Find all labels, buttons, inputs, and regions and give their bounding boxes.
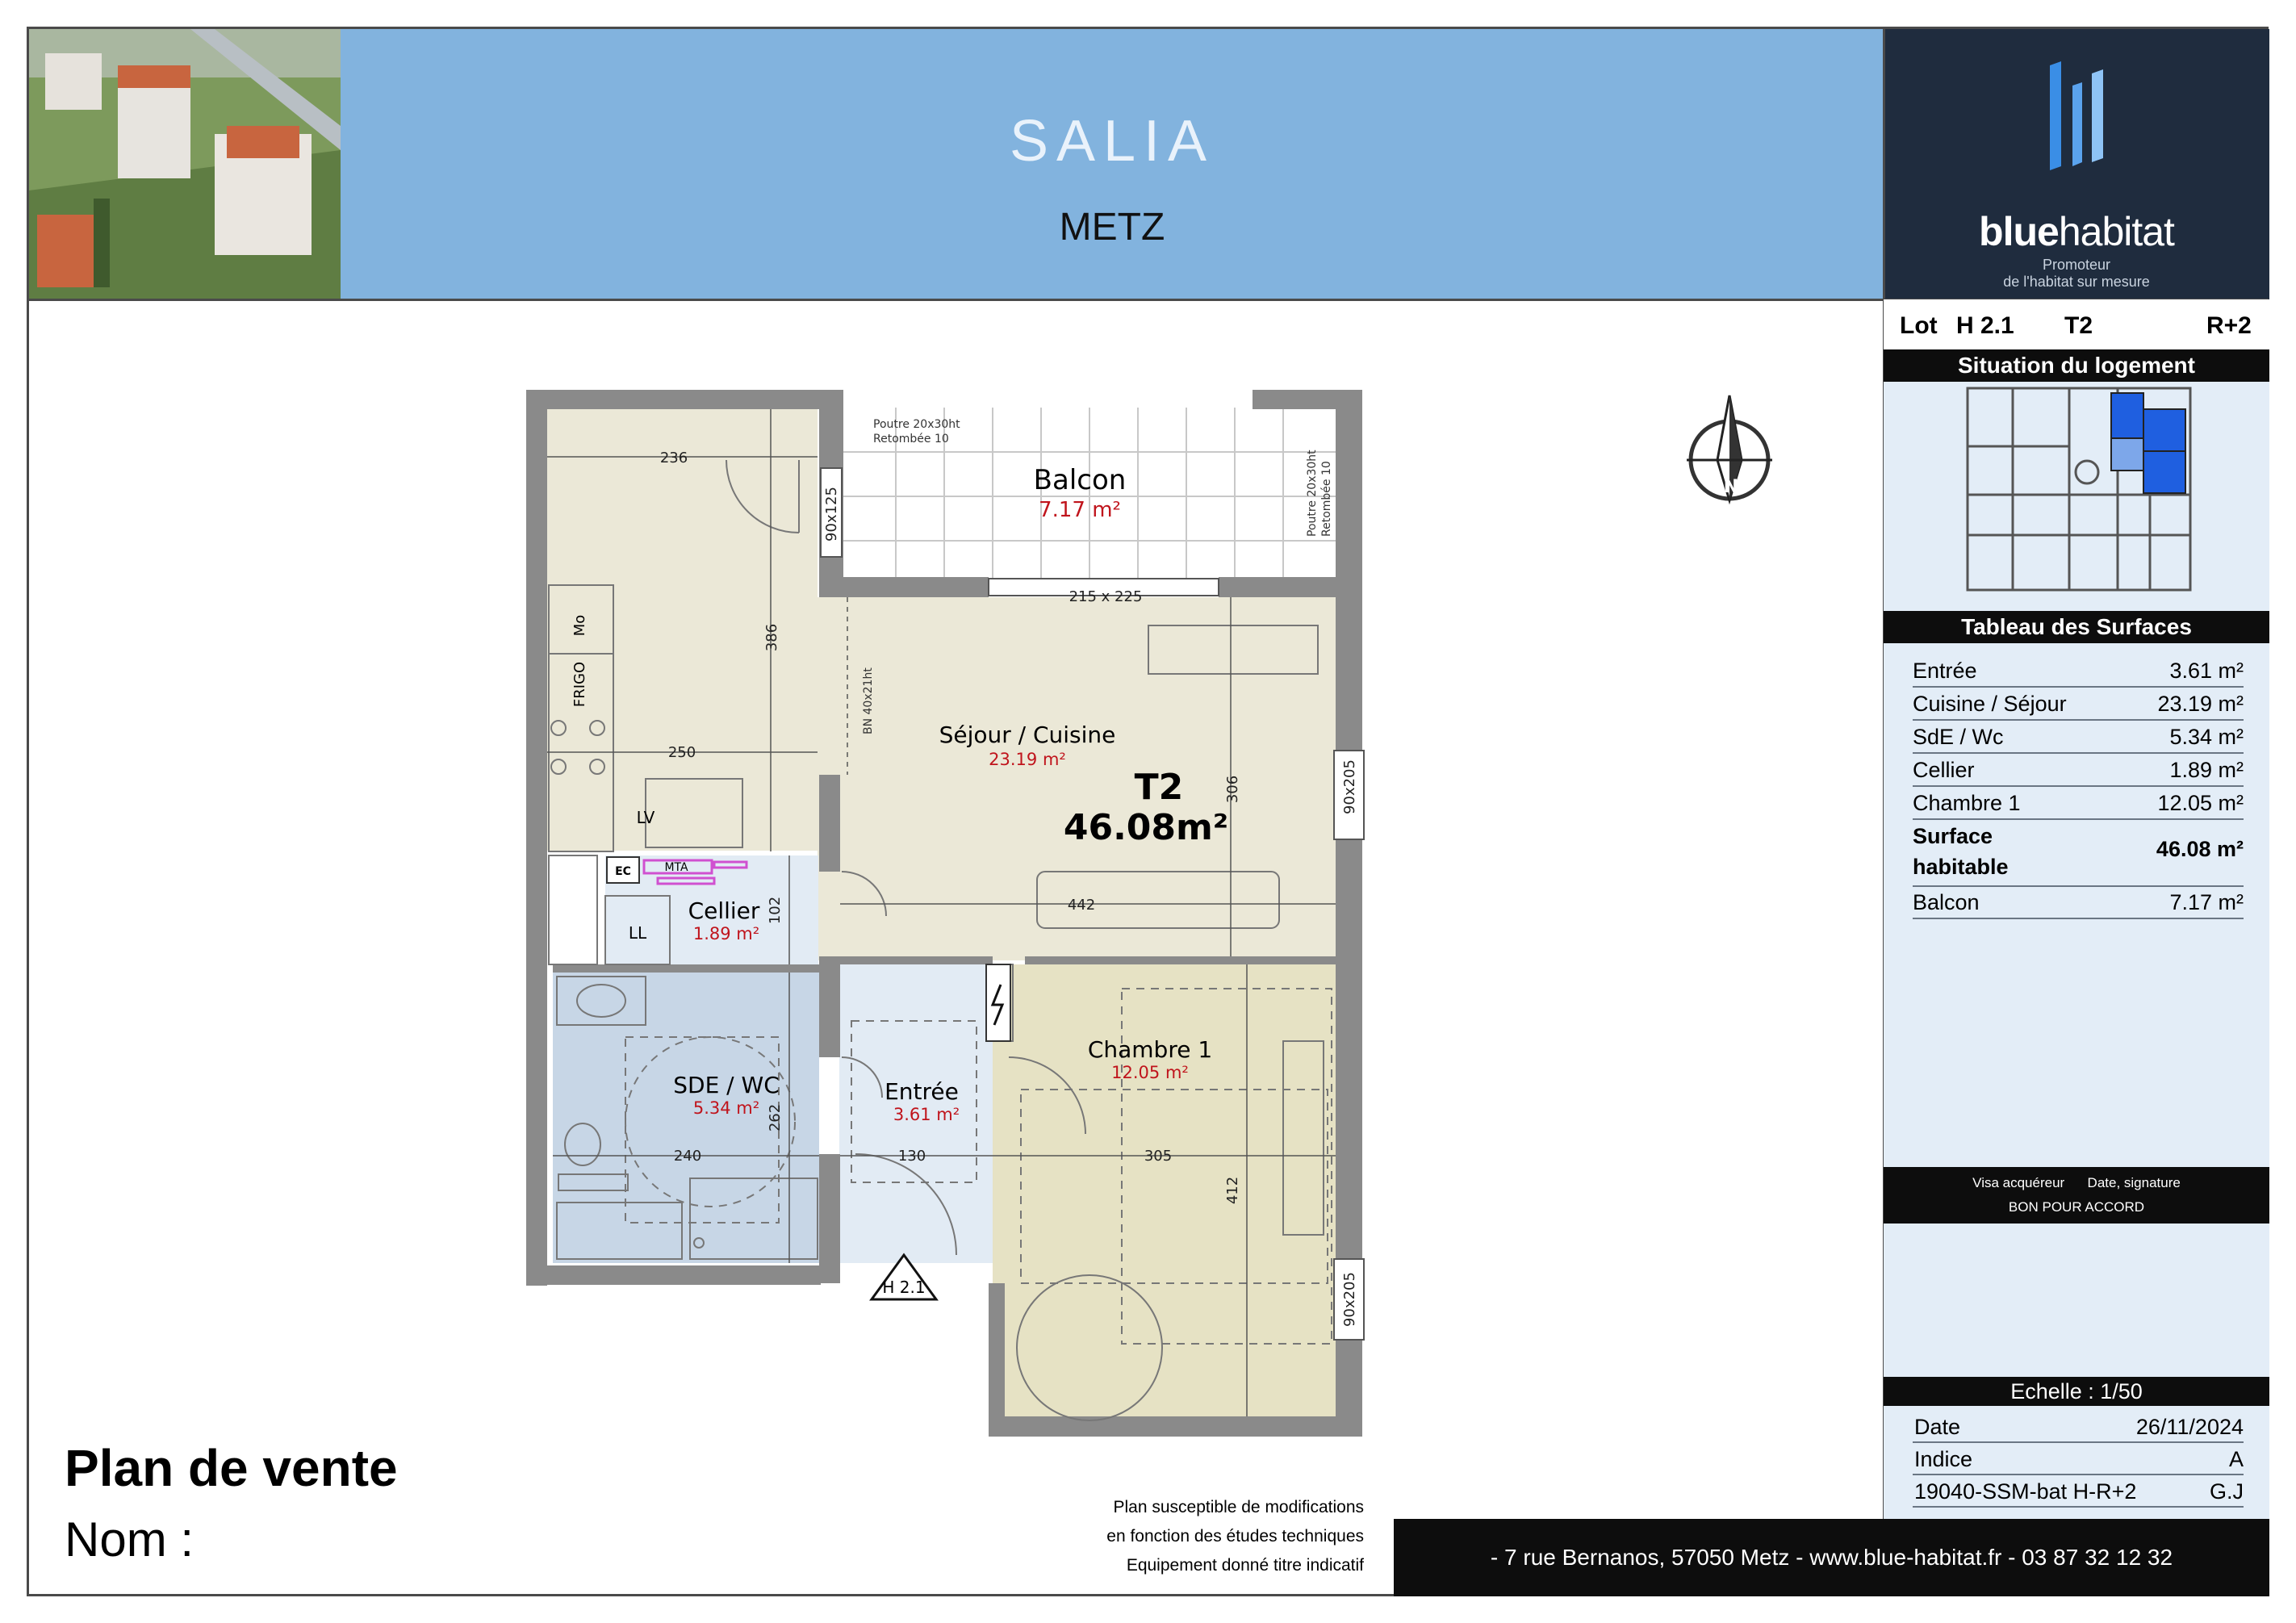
surface-row-total: Surface habitable 46.08 m² xyxy=(1913,819,2244,887)
dim-130: 130 xyxy=(897,1148,926,1165)
scale-label: Echelle : 1/50 xyxy=(1884,1377,2269,1406)
label-bn: BN 40x21ht xyxy=(862,667,875,734)
visa-bon-pour-accord: BON POUR ACCORD xyxy=(2008,1199,2145,1215)
room-name-balcon: Balcon xyxy=(1033,464,1127,496)
room-area-sejour: 23.19 m² xyxy=(989,750,1066,769)
room-area-cellier: 1.89 m² xyxy=(692,924,760,943)
room-area-balcon: 7.17 m² xyxy=(1039,498,1121,522)
north-arrow-icon xyxy=(1687,395,1772,500)
label-ll: LL xyxy=(628,923,647,943)
footer-contact: - 7 rue Bernanos, 57050 Metz - www.blue-habitat.fr - 03 87 32 12 32 xyxy=(1394,1519,2269,1596)
lot-floor: R+2 xyxy=(2206,312,2252,339)
dim-250: 250 xyxy=(667,744,696,761)
label-poutre-1a: Poutre 20x30ht xyxy=(873,418,960,431)
visa-date-label: Date, signature xyxy=(2087,1175,2181,1190)
surface-row-cellier: Cellier 1.89 m² xyxy=(1913,753,2244,787)
lot-label: Lot xyxy=(1900,312,1938,339)
room-name-cellier: Cellier xyxy=(688,897,760,924)
chambre-area xyxy=(993,964,1340,1416)
room-name-sde: SDE / WC xyxy=(673,1072,780,1098)
dim-442: 442 xyxy=(1067,897,1096,914)
window-90x125-dim: 90x125 xyxy=(823,487,840,542)
meta-row-date: Date 26/11/2024 xyxy=(1913,1411,2244,1443)
surface-row-balcon: Balcon 7.17 m² xyxy=(1913,885,2244,919)
room-area-entree: 3.61 m² xyxy=(893,1105,960,1124)
label-mta: MTA xyxy=(664,861,688,874)
dim-102: 102 xyxy=(767,896,784,925)
meta-row-reference: 19040-SSM-bat H-R+2 G.J xyxy=(1913,1475,2244,1508)
electrical-panel-icon xyxy=(986,964,1010,1041)
visa-acquereur-label: Visa acquéreur xyxy=(1972,1175,2065,1190)
lot-number: H 2.1 xyxy=(1956,312,2014,339)
brand-tagline-1: Promoteur xyxy=(2042,257,2111,273)
surface-row-entree: Entrée 3.61 m² xyxy=(1913,654,2244,688)
surface-row-chambre-1: Chambre 1 12.05 m² xyxy=(1913,786,2244,820)
dim-306: 306 xyxy=(1224,775,1241,804)
surface-row-sde-wc: SdE / Wc 5.34 m² xyxy=(1913,720,2244,754)
brand-name: bluehabitat xyxy=(1979,209,2174,254)
unit-type-label: T2 xyxy=(1134,767,1184,808)
project-city: METZ xyxy=(1059,206,1165,249)
nom-label: Nom : xyxy=(65,1512,194,1567)
project-name: SALIA xyxy=(1009,109,1215,174)
room-name-sejour: Séjour / Cuisine xyxy=(939,722,1116,748)
window-90x205b-dim: 90x205 xyxy=(1341,1272,1358,1327)
window-balcon-dim: 215 x 225 xyxy=(1069,588,1143,605)
room-name-entree: Entrée xyxy=(885,1078,959,1105)
room-name-chambre: Chambre 1 xyxy=(1087,1036,1213,1063)
unit-area-label: 46.08m² xyxy=(1063,807,1229,848)
surfaces-title: Tableau des Surfaces xyxy=(1884,611,2269,643)
room-area-sde: 5.34 m² xyxy=(692,1098,760,1118)
label-poutre-2b: Retombée 10 xyxy=(1320,461,1333,537)
dim-412: 412 xyxy=(1224,1176,1241,1205)
room-area-chambre: 12.05 m² xyxy=(1111,1063,1189,1082)
plan-title: Plan de vente xyxy=(65,1439,398,1497)
label-frigo: FRIGO xyxy=(571,661,588,708)
label-mo: Mo xyxy=(571,614,588,637)
brand-tagline-2: de l'habitat sur mesure xyxy=(2003,274,2150,290)
label-poutre-2a: Poutre 20x30ht xyxy=(1306,450,1319,537)
window-90x205a-dim: 90x205 xyxy=(1341,759,1358,814)
dim-240: 240 xyxy=(673,1148,702,1165)
situation-title: Situation du logement xyxy=(1884,349,2269,382)
meta-row-indice: Indice A xyxy=(1913,1443,2244,1475)
svg-text:N: N xyxy=(1723,477,1739,497)
lot-type: T2 xyxy=(2064,312,2093,339)
dim-386: 386 xyxy=(763,623,780,652)
dim-236: 236 xyxy=(659,450,688,466)
entry-tag-label: H 2.1 xyxy=(882,1278,926,1297)
surface-row-cuisine-sejour: Cuisine / Séjour 23.19 m² xyxy=(1913,687,2244,721)
dim-305: 305 xyxy=(1144,1148,1173,1165)
label-ec: EC xyxy=(615,865,631,878)
label-lv: LV xyxy=(636,808,655,827)
dim-262: 262 xyxy=(767,1103,784,1132)
label-poutre-1b: Retombée 10 xyxy=(873,433,949,445)
disclaimer: Plan susceptible de modifications en fonction des études techniques Equipement donné titre indicatif xyxy=(1106,1498,1364,1575)
